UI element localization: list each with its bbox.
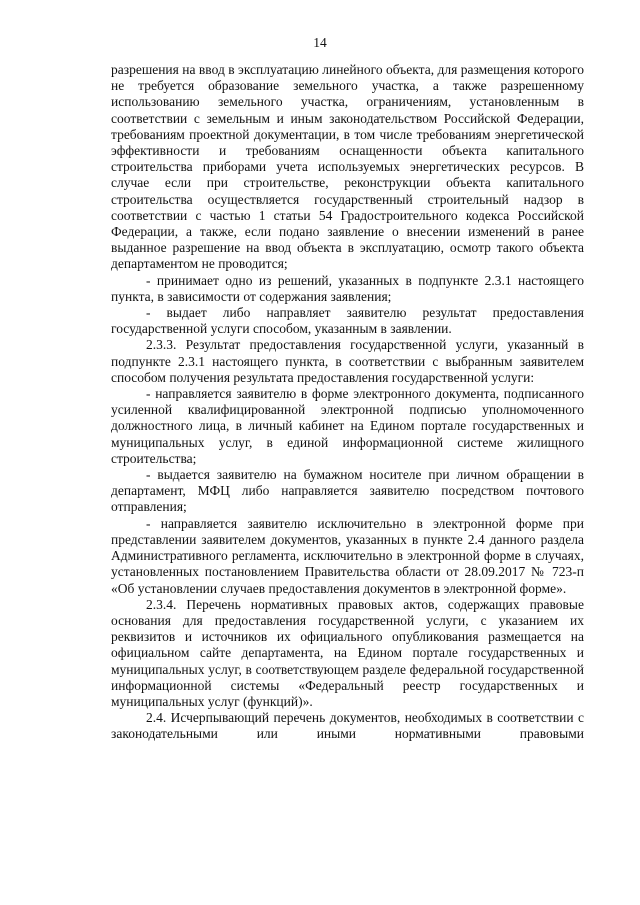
paragraph-continuation: разрешения на ввод в эксплуатацию линейного объекта, для размещения которого не требуется образование земельного участка, а также разрешенному использованию земельного участка, ограничениям, установленным в соответствии с земельным и иным законодательством Российской Федерации, требованиям проектной документации, в том числе требованиям энергетической эффективности и требованиям оснащенности объекта капитального строительства приборами учета используемых энергетических ресурсов. В случае если при строительстве, реконструкции объекта капитального строительства осуществляется государственный строительный надзор в соответствии с частью 1 статьи 54 Градостроительного кодекса Российской Федерации, а также, если подано заявление о внесении изменений в ранее выданное разрешение на ввод объекта в эксплуатацию, осмотр такого объекта департаментом не проводится; (111, 62, 584, 272)
paragraph-delivery: - выдает либо направляет заявителю результат предоставления государственной услуги способом, указанным в заявлении. (111, 305, 584, 337)
paragraph-electronic-only: - направляется заявителю исключительно в электронной форме при представлении заявителем документов, указанных в пункте 2.4 данного раздела Административного регламента, исключительно в электронной форме в случаях, установленных постановлением Правительства области от 28.09.2017 № 723-п «Об установлении случаев предоставления документов в электронной форме». (111, 515, 584, 596)
paragraph-2-3-3: 2.3.3. Результат предоставления государственной услуги, указанный в подпункте 2.3.1 настоящего пункта, в соответствии с выбранным заявителем способом получения результата предоставления государственной услуги: (111, 337, 584, 385)
document-body (111, 62, 584, 743)
paragraph-paper-document: - выдается заявителю на бумажном носителе при личном обращении в департамент, МФЦ либо направляется заявителю посредством почтового отправления; (111, 467, 584, 515)
paragraph-decision: - принимает одно из решений, указанных в подпункте 2.3.1 настоящего пункта, в зависимости от содержания заявления; (111, 272, 584, 304)
paragraph-2-4: 2.4. Исчерпывающий перечень документов, необходимых в соответствии с законодательными или иными нормативными правовыми (111, 710, 584, 742)
paragraph-electronic-document: - направляется заявителю в форме электронного документа, подписанного усиленной квалифицированной электронной подписью уполномоченного должностного лица, в личный кабинет на Едином портале государственных и муниципальных услуг, в единой информационной системе жилищного строительства; (111, 386, 584, 466)
page-number: 14 (313, 35, 327, 50)
paragraph-2-3-4: 2.3.4. Перечень нормативных правовых актов, содержащих правовые основания для предоставления государственной услуги, с указанием их реквизитов и источников их официального опубликования размещается на официальном сайте департамента, на Едином портале государственных и муниципальных услуг, в соответствующем разделе федеральной государственной информационной системы «Федеральный реестр государственных и муниципальных услуг (функций)». (111, 596, 584, 709)
